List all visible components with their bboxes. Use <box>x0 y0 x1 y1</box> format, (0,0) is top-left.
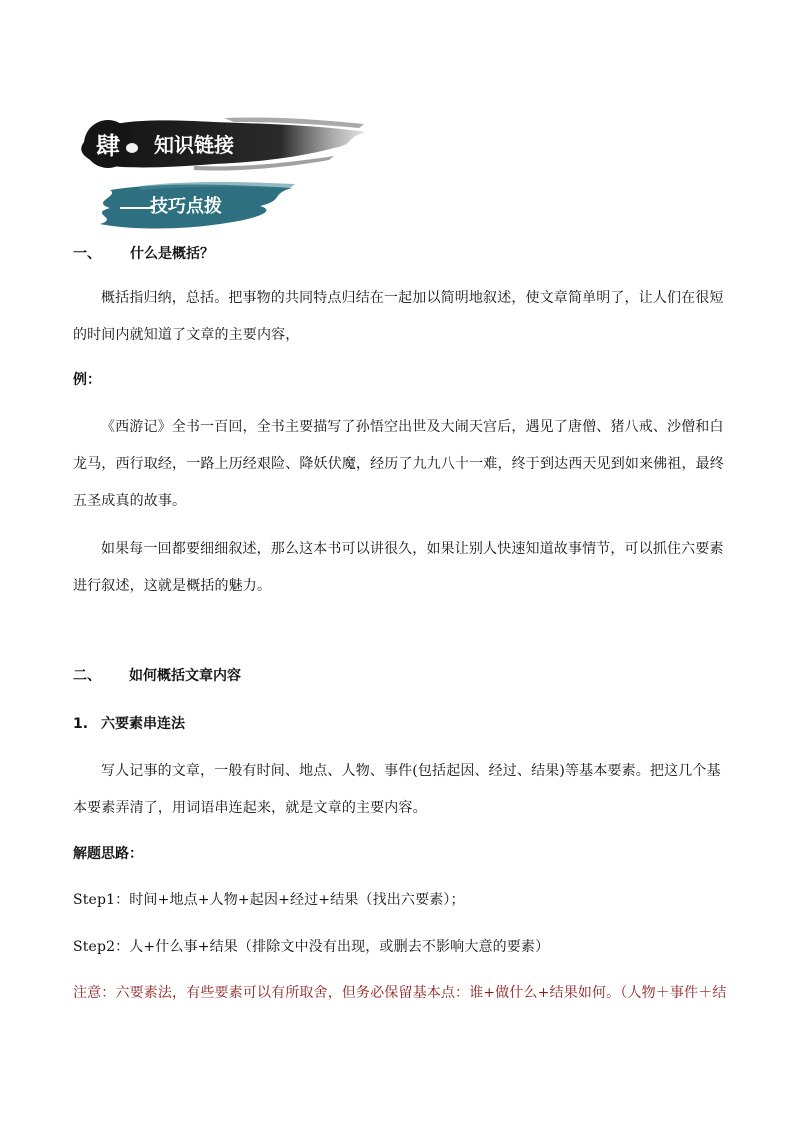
subsection-1-heading <box>73 716 733 732</box>
paragraph-six-elements-line-2: 本要素弄清了，用词语串连起来，就是文章的主要内容。 <box>73 800 427 816</box>
section-2-heading <box>73 668 733 684</box>
paragraph-six-elements-line-1: 写人记事的文章，一般有时间、地点、人物、事件(包括起因、经过、结果)等基本要素。把这几个基 <box>101 763 721 779</box>
paragraph-example-line-1: 《西游记》全书一百回，全书主要描写了孙悟空出世及大闹天宫后，遇见了唐僧、猪八戒、沙僧和白 <box>101 419 724 435</box>
note-text: 注意：六要素法，有些要素可以有所取舍，但务必保留基本点：谁+做什么+结果如何。（人物＋事件＋结 <box>73 985 727 1001</box>
paragraph-definition-line-2: 的时间内就知道了文章的主要内容， <box>73 327 300 343</box>
step-2-text: Step2：人+什么事+结果（排除文中没有出现，或删去不影响大意的要素） <box>73 939 550 955</box>
subsection-1-number: 1. <box>73 716 89 732</box>
paragraph-summary-line-2: 进行叙述，这就是概括的魅力。 <box>73 578 272 594</box>
subsection-title: 技巧点拨 <box>150 196 222 217</box>
section-1-title: 什么是概括？ <box>130 246 214 262</box>
section-banner <box>74 112 374 176</box>
section-1-heading <box>73 246 733 262</box>
subsection-1-title: 六要素串连法 <box>101 716 185 732</box>
section-2-title: 如何概括文章内容 <box>129 668 241 684</box>
paragraph-example-line-2: 龙马，西行取经，一路上历经艰险、降妖伏魔，经历了九九八十一难，终于到达西天见到如来佛祖，最终 <box>73 456 724 472</box>
section-number-badge: 肆 <box>96 131 120 160</box>
paragraph-example-line-3: 五圣成真的故事。 <box>73 493 187 509</box>
subsection-banner <box>80 180 300 232</box>
section-title: 知识链接 <box>154 133 234 157</box>
approach-label: 解题思路： <box>73 846 143 862</box>
example-label: 例： <box>73 372 101 388</box>
paragraph-summary-line-1: 如果每一回都要细细叙述，那么这本书可以讲很久，如果让别人快速知道故事情节，可以抓住六要素 <box>101 541 724 557</box>
step-1-text: Step1：时间+地点+人物+起因+经过+结果（找出六要素）； <box>73 892 465 908</box>
section-2-number: 二、 <box>73 668 101 684</box>
paragraph-definition-line-1: 概括指归纳，总括。把事物的共同特点归结在一起加以简明地叙述，使文章简单明了，让人们在很短 <box>101 290 724 306</box>
section-1-number: 一、 <box>73 246 101 262</box>
